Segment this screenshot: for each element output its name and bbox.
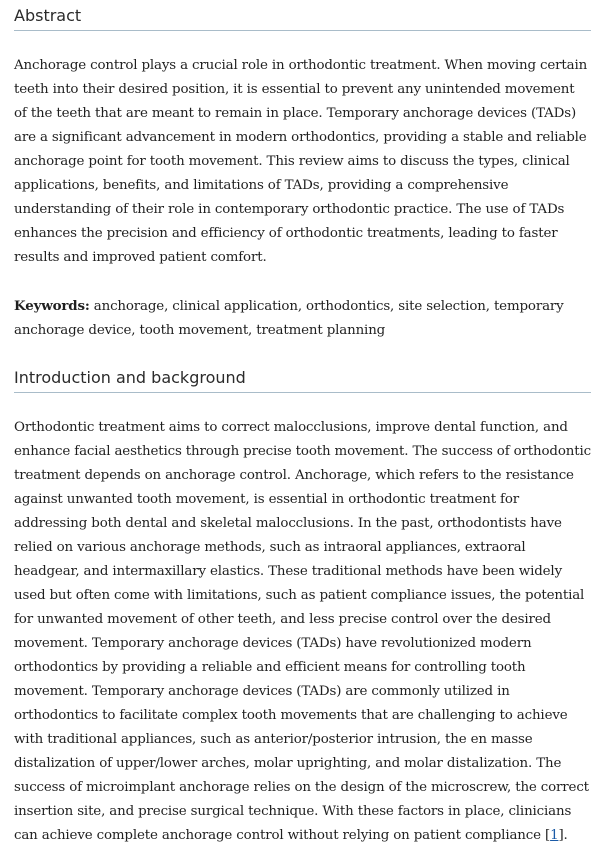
reference-close-bracket: ] (558, 828, 564, 843)
introduction-paragraph (14, 416, 591, 848)
reference-open-bracket: [ (545, 828, 551, 843)
abstract-paragraph: Anchorage control plays a crucial role in orthodontic treatment. When moving certain teeth into their desired position, it is essential to prevent any unintended movement of the teeth that are meant to remain in place. Temporary anchorage devices (TADs) are a significant advancement in modern orthodontics, providing a stable and reliable anchorage point for tooth movement. This review aims to discuss the types, clinical applications, benefits, and limitations of TADs, providing a comprehensive understanding of their role in contemporary orthodontic practice. The use of TADs enhances the precision and efficiency of orthodontic treatments, leading to faster results and improved patient comfort. (14, 58, 588, 265)
introduction-heading: Introduction and background (14, 367, 591, 393)
keywords-list: anchorage, clinical application, orthodontics, site selection, temporary anchorage device, tooth movement, treatment planning (14, 299, 564, 338)
keywords-label: Keywords: (14, 298, 90, 314)
introduction-text: Orthodontic treatment aims to correct malocclusions, improve dental function, and enhance facial aesthetics through precise tooth movement. The success of orthodontic treatment depends on anchorage control. Anchorage, which refers to the resistance against unwanted tooth movement, is essential in orthodontic treatment for addressing both dental and skeletal malocclusions. In the past, orthodontists have relied on various anchorage methods, such as intraoral appliances, extraoral headgear, and intermaxillary elastics. These traditional methods have been widely used but often come with limitations, such as patient compliance issues, the potential for unwanted movement of other teeth, and less precise control over the desired movement. Temporary anchorage devices (TADs) have revolutionized modern orthodontics by providing a reliable and efficient means for controlling tooth movement. Temporary anchorage devices (TADs) are commonly utilized in orthodontics to facilitate complex tooth movements that are challenging to achieve with traditional appliances, such as anterior/posterior intrusion, the en masse distalization of upper/lower arches, molar uprighting, and molar distalization. The success of microimplant anchorage relies on the design of the microscrew, the correct insertion site, and precise surgical technique. With these factors in place, clinicians can achieve complete anchorage control without relying on patient compliance (14, 420, 591, 843)
article-body (14, 0, 591, 848)
keywords-paragraph (14, 294, 591, 343)
reference-link-1[interactable]: 1 (550, 828, 559, 843)
abstract-heading: Abstract (14, 5, 591, 31)
introduction-end-period: . (563, 828, 568, 843)
